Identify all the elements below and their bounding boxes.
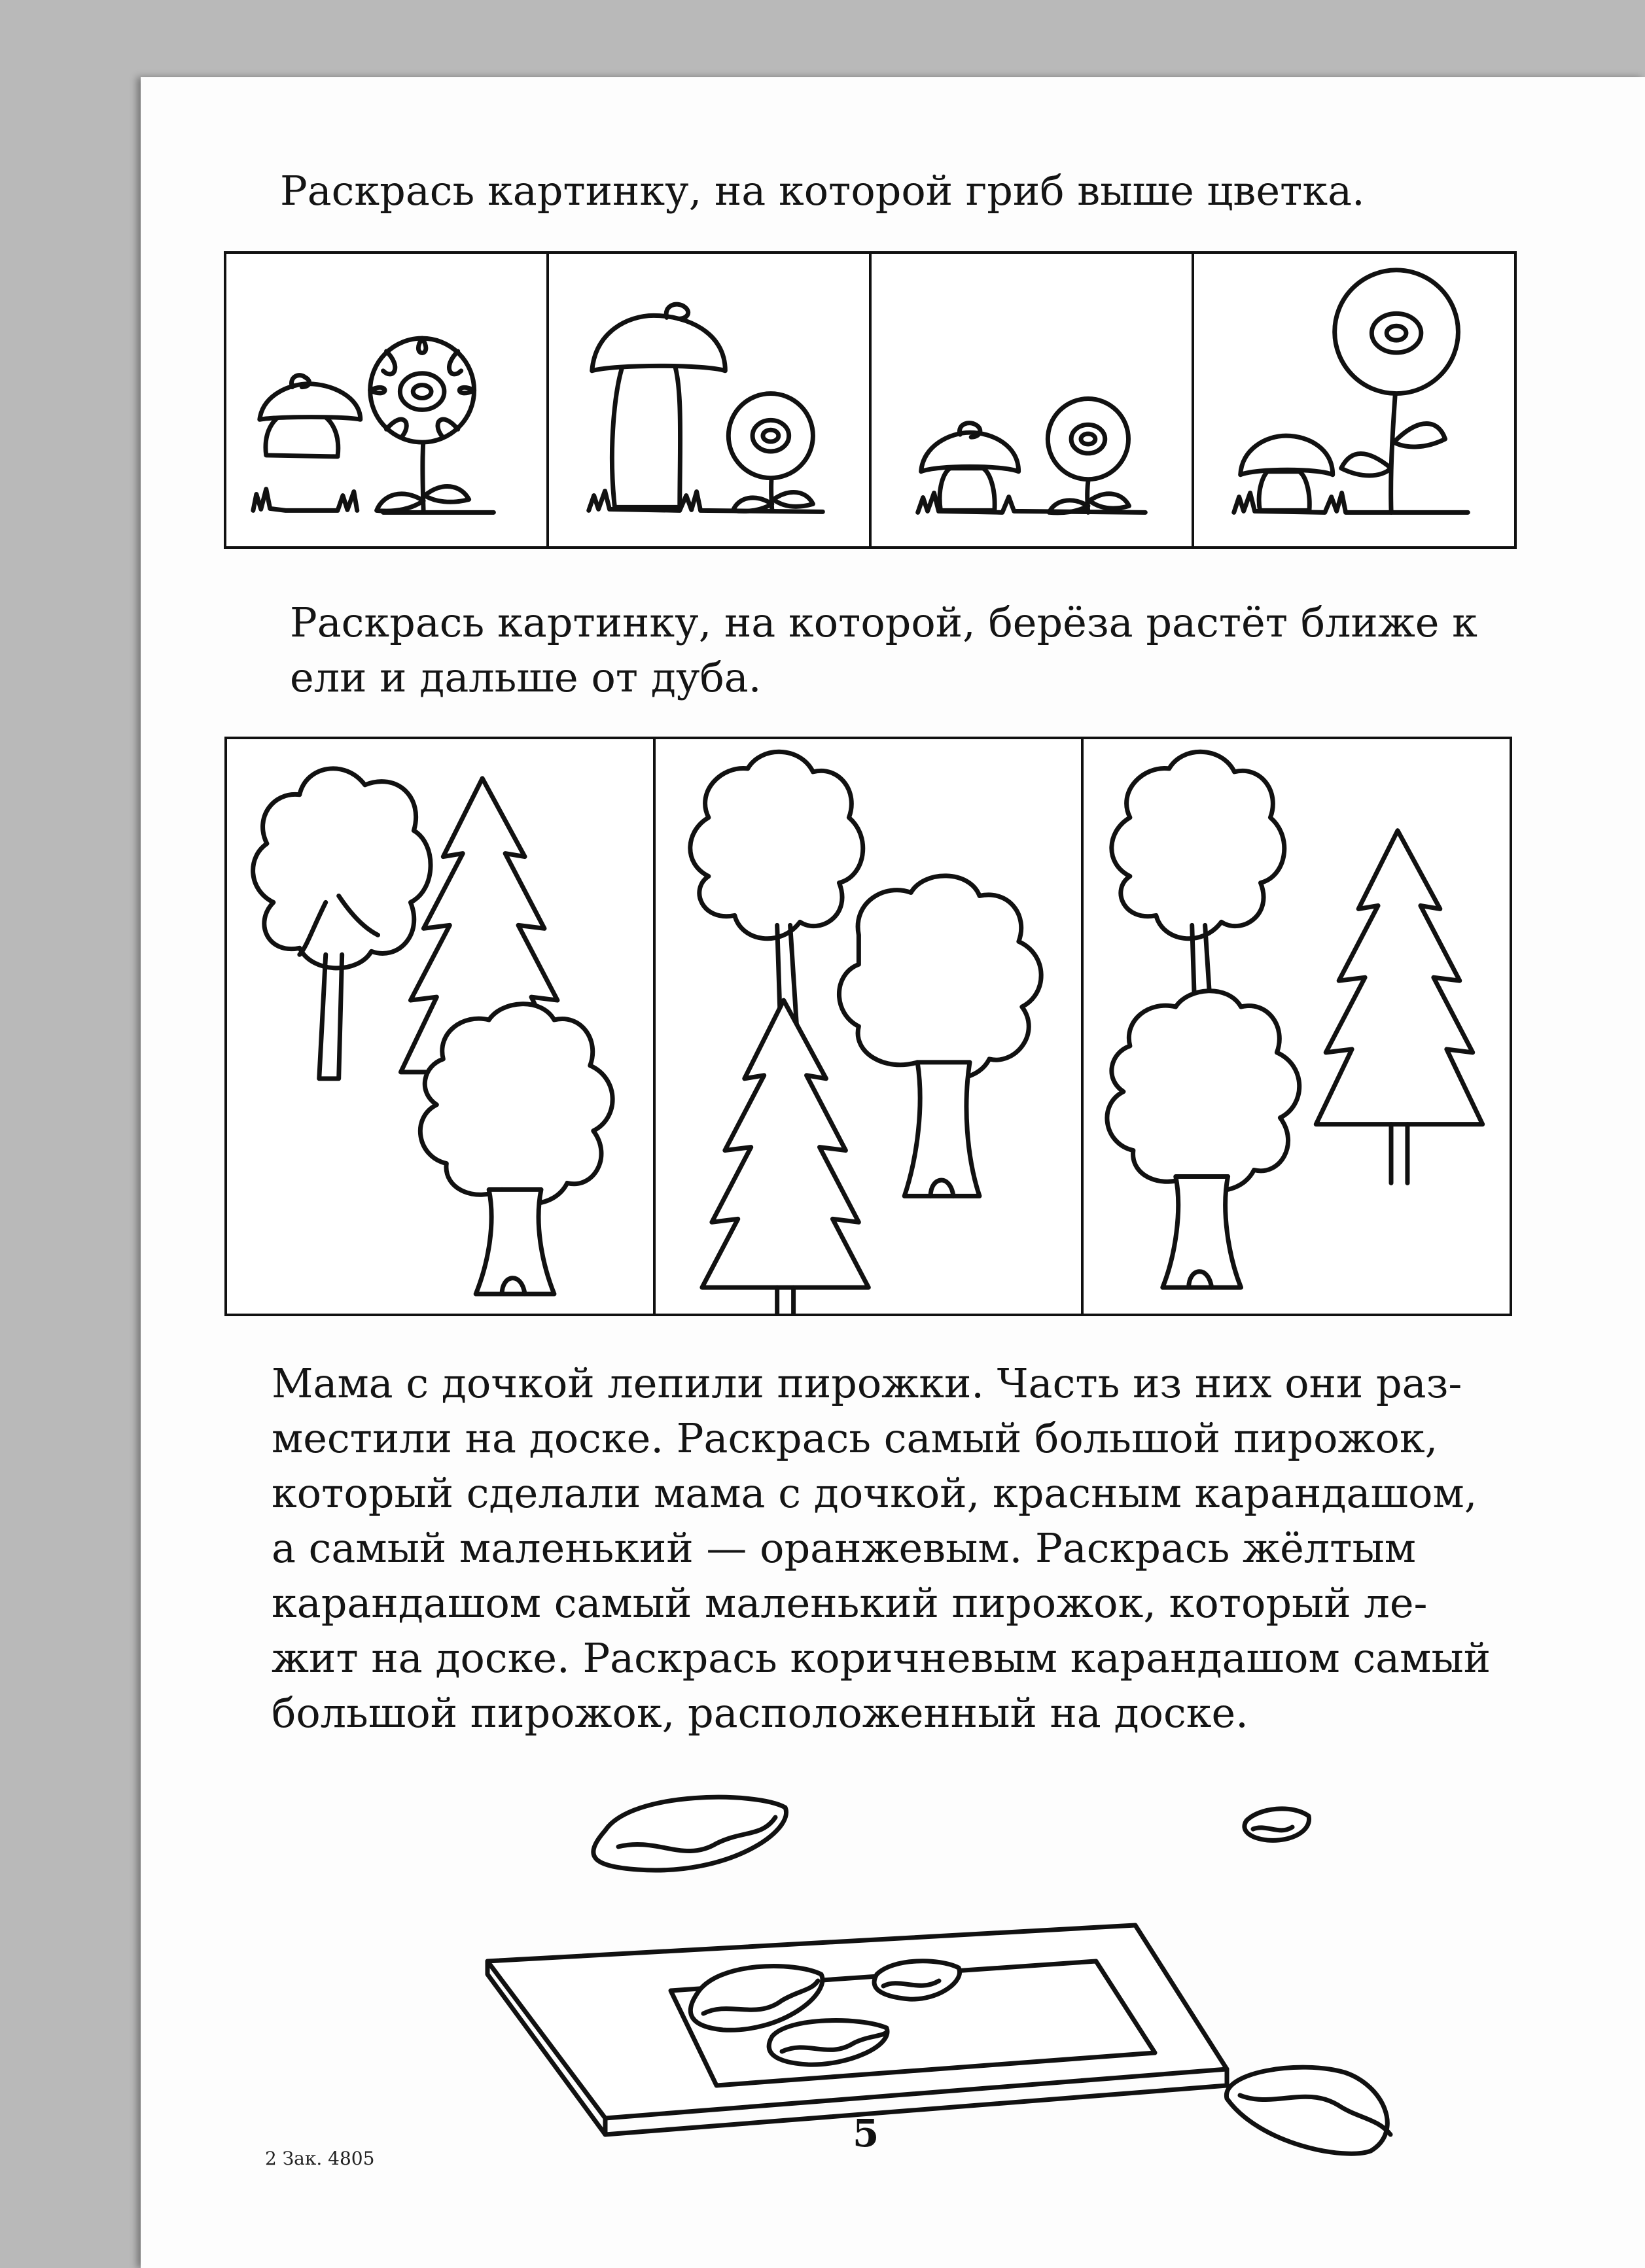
tree-panel-2[interactable] (656, 739, 1084, 1314)
oak-icon (839, 876, 1041, 1196)
mushroom-flower-picture (549, 254, 869, 546)
workbook-page (141, 77, 1645, 2268)
task-line: Раскрась картинку, на которой, берёза растёт ближе к (290, 599, 1477, 646)
print-code: 2 Зак. 4805 (265, 2148, 375, 2169)
task-line: большой пирожок, расположенный на доске. (272, 1689, 1248, 1737)
birch-icon (1112, 752, 1284, 1026)
trees-picture (656, 739, 1082, 1314)
task-line: карандашом самый маленький пирожок, который ле- (272, 1579, 1428, 1627)
page-number: 5 (853, 2111, 879, 2155)
spruce-icon (702, 1000, 868, 1314)
pie-icon[interactable] (1245, 1809, 1309, 1840)
task-line: который сделали мама с дочкой, красным карандашом, (272, 1469, 1477, 1517)
spruce-icon (1317, 831, 1483, 1183)
flower-icon (1335, 270, 1459, 513)
oak-icon (1107, 991, 1300, 1287)
mushroom-flower-picture (872, 254, 1192, 546)
mushroom-flower-picture (1194, 254, 1514, 546)
mushroom-panel-2[interactable] (549, 254, 872, 546)
pies-picture (442, 1765, 1436, 2171)
task-line: а самый маленький — оранжевым. Раскрась жёлтым (272, 1524, 1417, 1572)
oak-icon (420, 1004, 612, 1294)
task-line: жит на доске. Раскрась коричневым карандашом самый (272, 1634, 1491, 1682)
tree-panel-1[interactable] (227, 739, 656, 1314)
pie-icon[interactable] (593, 1797, 787, 1870)
flower-icon (370, 338, 474, 511)
task-line: местили на доске. Раскрась самый большой пирожок, (272, 1414, 1438, 1462)
flower-icon (728, 394, 813, 512)
task-pies-text (272, 1356, 1491, 1741)
trees-picture (227, 739, 653, 1314)
flower-icon (1048, 399, 1129, 513)
task-mushroom-text (280, 164, 1365, 218)
mushroom-panel-1[interactable] (226, 254, 549, 546)
tree-panel-3[interactable] (1084, 739, 1510, 1314)
task-line: Мама с дочкой лепили пирожки. Часть из них они раз- (272, 1359, 1462, 1407)
pie-icon[interactable] (1226, 2067, 1390, 2154)
mushroom-panel-3[interactable] (872, 254, 1194, 546)
task-line: Раскрась картинку, на которой гриб выше цветка. (280, 167, 1365, 215)
birch-icon (690, 752, 862, 1026)
tree-panels (224, 737, 1512, 1316)
mushroom-icon (592, 304, 726, 507)
mushroom-icon (1241, 436, 1333, 510)
birch-icon (253, 769, 431, 1079)
task-trees-text (290, 595, 1477, 705)
pies-illustration (442, 1765, 1436, 2171)
mushroom-flower-picture (226, 254, 546, 546)
mushroom-icon (260, 375, 361, 457)
trees-picture (1084, 739, 1510, 1314)
mushroom-panels (224, 251, 1517, 549)
task-line: ели и дальше от дуба. (290, 654, 762, 701)
mushroom-panel-4[interactable] (1194, 254, 1514, 546)
